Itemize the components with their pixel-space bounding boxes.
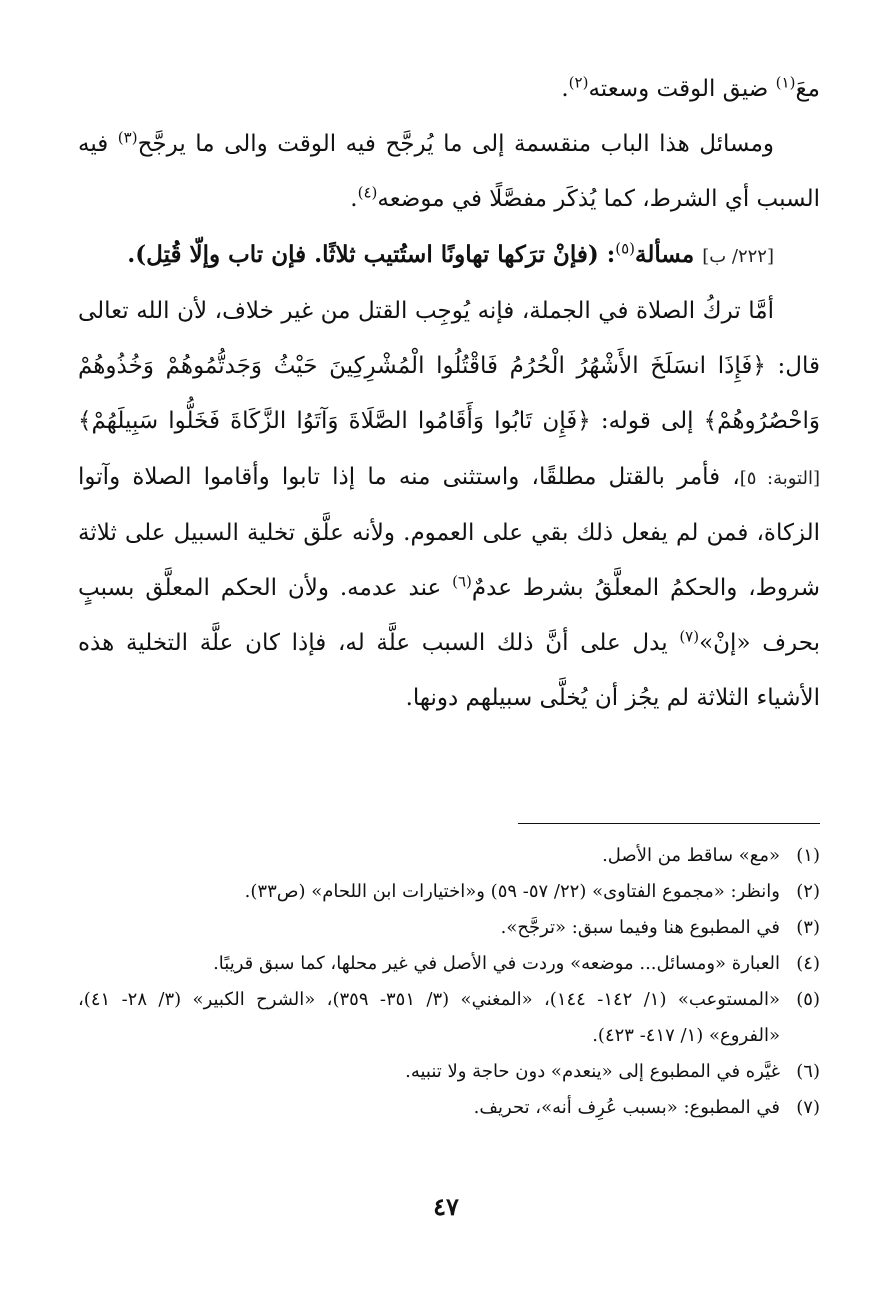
manuscript-folio-ref: [٢٢٢/ ب] [702, 246, 774, 267]
footnote-number: (٦) [796, 1061, 820, 1082]
footnote-ref-2[interactable]: (٢) [568, 73, 589, 92]
quran-verse-2: ﴿فَإِن تَابُوا وَأَقَامُوا الصَّلَاةَ وَآتَوُا الزَّكَاةَ فَخَلُّوا سَبِيلَهُمْ﴾ [78, 408, 591, 434]
footnote-number: (٢) [796, 881, 820, 902]
footnote-number: (٧) [796, 1097, 820, 1118]
footnote-separator [518, 823, 820, 824]
footnote-text: في المطبوع: «بسبب عُرِف أنه»، تحريف. [473, 1097, 780, 1118]
footnote-text: وانظر: «مجموع الفتاوى» (٢٢/ ٥٧- ٥٩) و«اختيارات ابن اللحام» (ص٣٣). [244, 881, 780, 902]
paragraph-3-masala [78, 227, 820, 284]
footnotes [78, 838, 820, 1126]
verse-citation: [التوبة: ٥] [739, 468, 820, 489]
footnote-4 [78, 946, 820, 982]
text-run: يدل على أنَّ ذلك السبب علَّة له، فإذا كان علَّة التخلية هذه الأشياء الثلاثة لم يجُز أن يُخلَّى سبيلهم دونها. [78, 630, 820, 711]
quran-verse-1: ﴿فَإِذَا انسَلَخَ الأَشْهُرُ الْحُرُمُ فَاقْتُلُوا الْمُشْرِكِينَ حَيْثُ وَجَدتُّمُوهُمْ وَخُذُوهُمْ وَاحْصُرُوهُمْ﴾ [78, 353, 821, 434]
footnote-7 [78, 1090, 820, 1126]
footnote-text: العبارة «ومسائل... موضعه» وردت في الأصل في غير محلها، كما سبق قريبًا. [213, 953, 780, 974]
footnote-ref-1[interactable]: (١) [775, 73, 796, 92]
text-run: . [561, 76, 569, 102]
footnote-ref-6[interactable]: (٦) [452, 572, 472, 591]
footnote-ref-4[interactable]: (٤) [357, 183, 378, 202]
text-run: أمَّا تركُ الصلاة في الجملة، فإنه يُوجِب القتل من غير خلاف، لأن الله تعالى قال: [78, 298, 820, 379]
footnote-text: «مع» ساقط من الأصل. [602, 845, 780, 866]
text-run: . [350, 186, 358, 212]
paragraph-4 [78, 284, 820, 726]
footnote-number: (٣) [796, 917, 820, 938]
footnote-ref-3[interactable]: (٣) [117, 128, 138, 147]
footnote-text: غيَّره في المطبوع إلى «ينعدم» دون حاجة ولا تنبيه. [405, 1061, 780, 1082]
main-text [78, 62, 820, 726]
text-run: : [598, 241, 616, 268]
footnote-text: «المستوعب» (١/ ١٤٢- ١٤٤)، «المغني» (٣/ ٣٥١- ٣٥٩)، «الشرح الكبير» (٣/ ٢٨- ٤١)، «الفروع» (١/ ٤١٧- ٤٢٣). [78, 989, 780, 1046]
text-run: معَ [795, 76, 820, 102]
text-run: فيه السبب أي الشرط، كما يُذكَر مفصَّلًا في موضعه [78, 131, 820, 212]
footnote-number: (١) [796, 845, 820, 866]
matn-rule: (فإنْ ترَكها تهاونًا استُتيب ثلاثًا. فإن تاب وإلّا قُتِل). [127, 241, 599, 268]
text-run: ضيق الوقت وسعته [588, 76, 776, 102]
footnote-ref-5[interactable]: (٥) [615, 239, 635, 258]
text-run: عند عدمه. ولأن الحكم المعلَّق بسببٍ بحرف «إنْ» [78, 575, 820, 656]
footnote-6 [78, 1054, 820, 1090]
footnote-1 [78, 838, 820, 874]
footnote-2 [78, 874, 820, 910]
footnote-5 [78, 982, 820, 1054]
paragraph-1 [78, 62, 820, 117]
masala-heading: مسألة [634, 241, 703, 268]
paragraph-2 [78, 117, 820, 227]
footnote-ref-7[interactable]: (٧) [679, 627, 700, 646]
footnote-number: (٤) [796, 953, 820, 974]
text-run: إلى قوله: [590, 408, 704, 434]
text-run: ، فأمر بالقتل مطلقًا، واستثنى منه ما إذا تابوا وأقاموا الصلاة وآتوا الزكاة، فمن لم يفعل ذلك بقي على العموم. ولأنه علَّق تخلية السبيل على ثلاثة شروط، والحكمُ المعلَّقُ بشرط عدمٌ [78, 464, 820, 601]
text-run: ومسائل هذا الباب منقسمة إلى ما يُرجَّح فيه الوقت والى ما يرجَّح [137, 131, 775, 157]
page-number: ٤٧ [433, 1192, 459, 1221]
footnote-text: في المطبوع هنا وفيما سبق: «ترجَّح». [500, 917, 780, 938]
footnote-3 [78, 910, 820, 946]
footnote-number: (٥) [796, 989, 820, 1010]
